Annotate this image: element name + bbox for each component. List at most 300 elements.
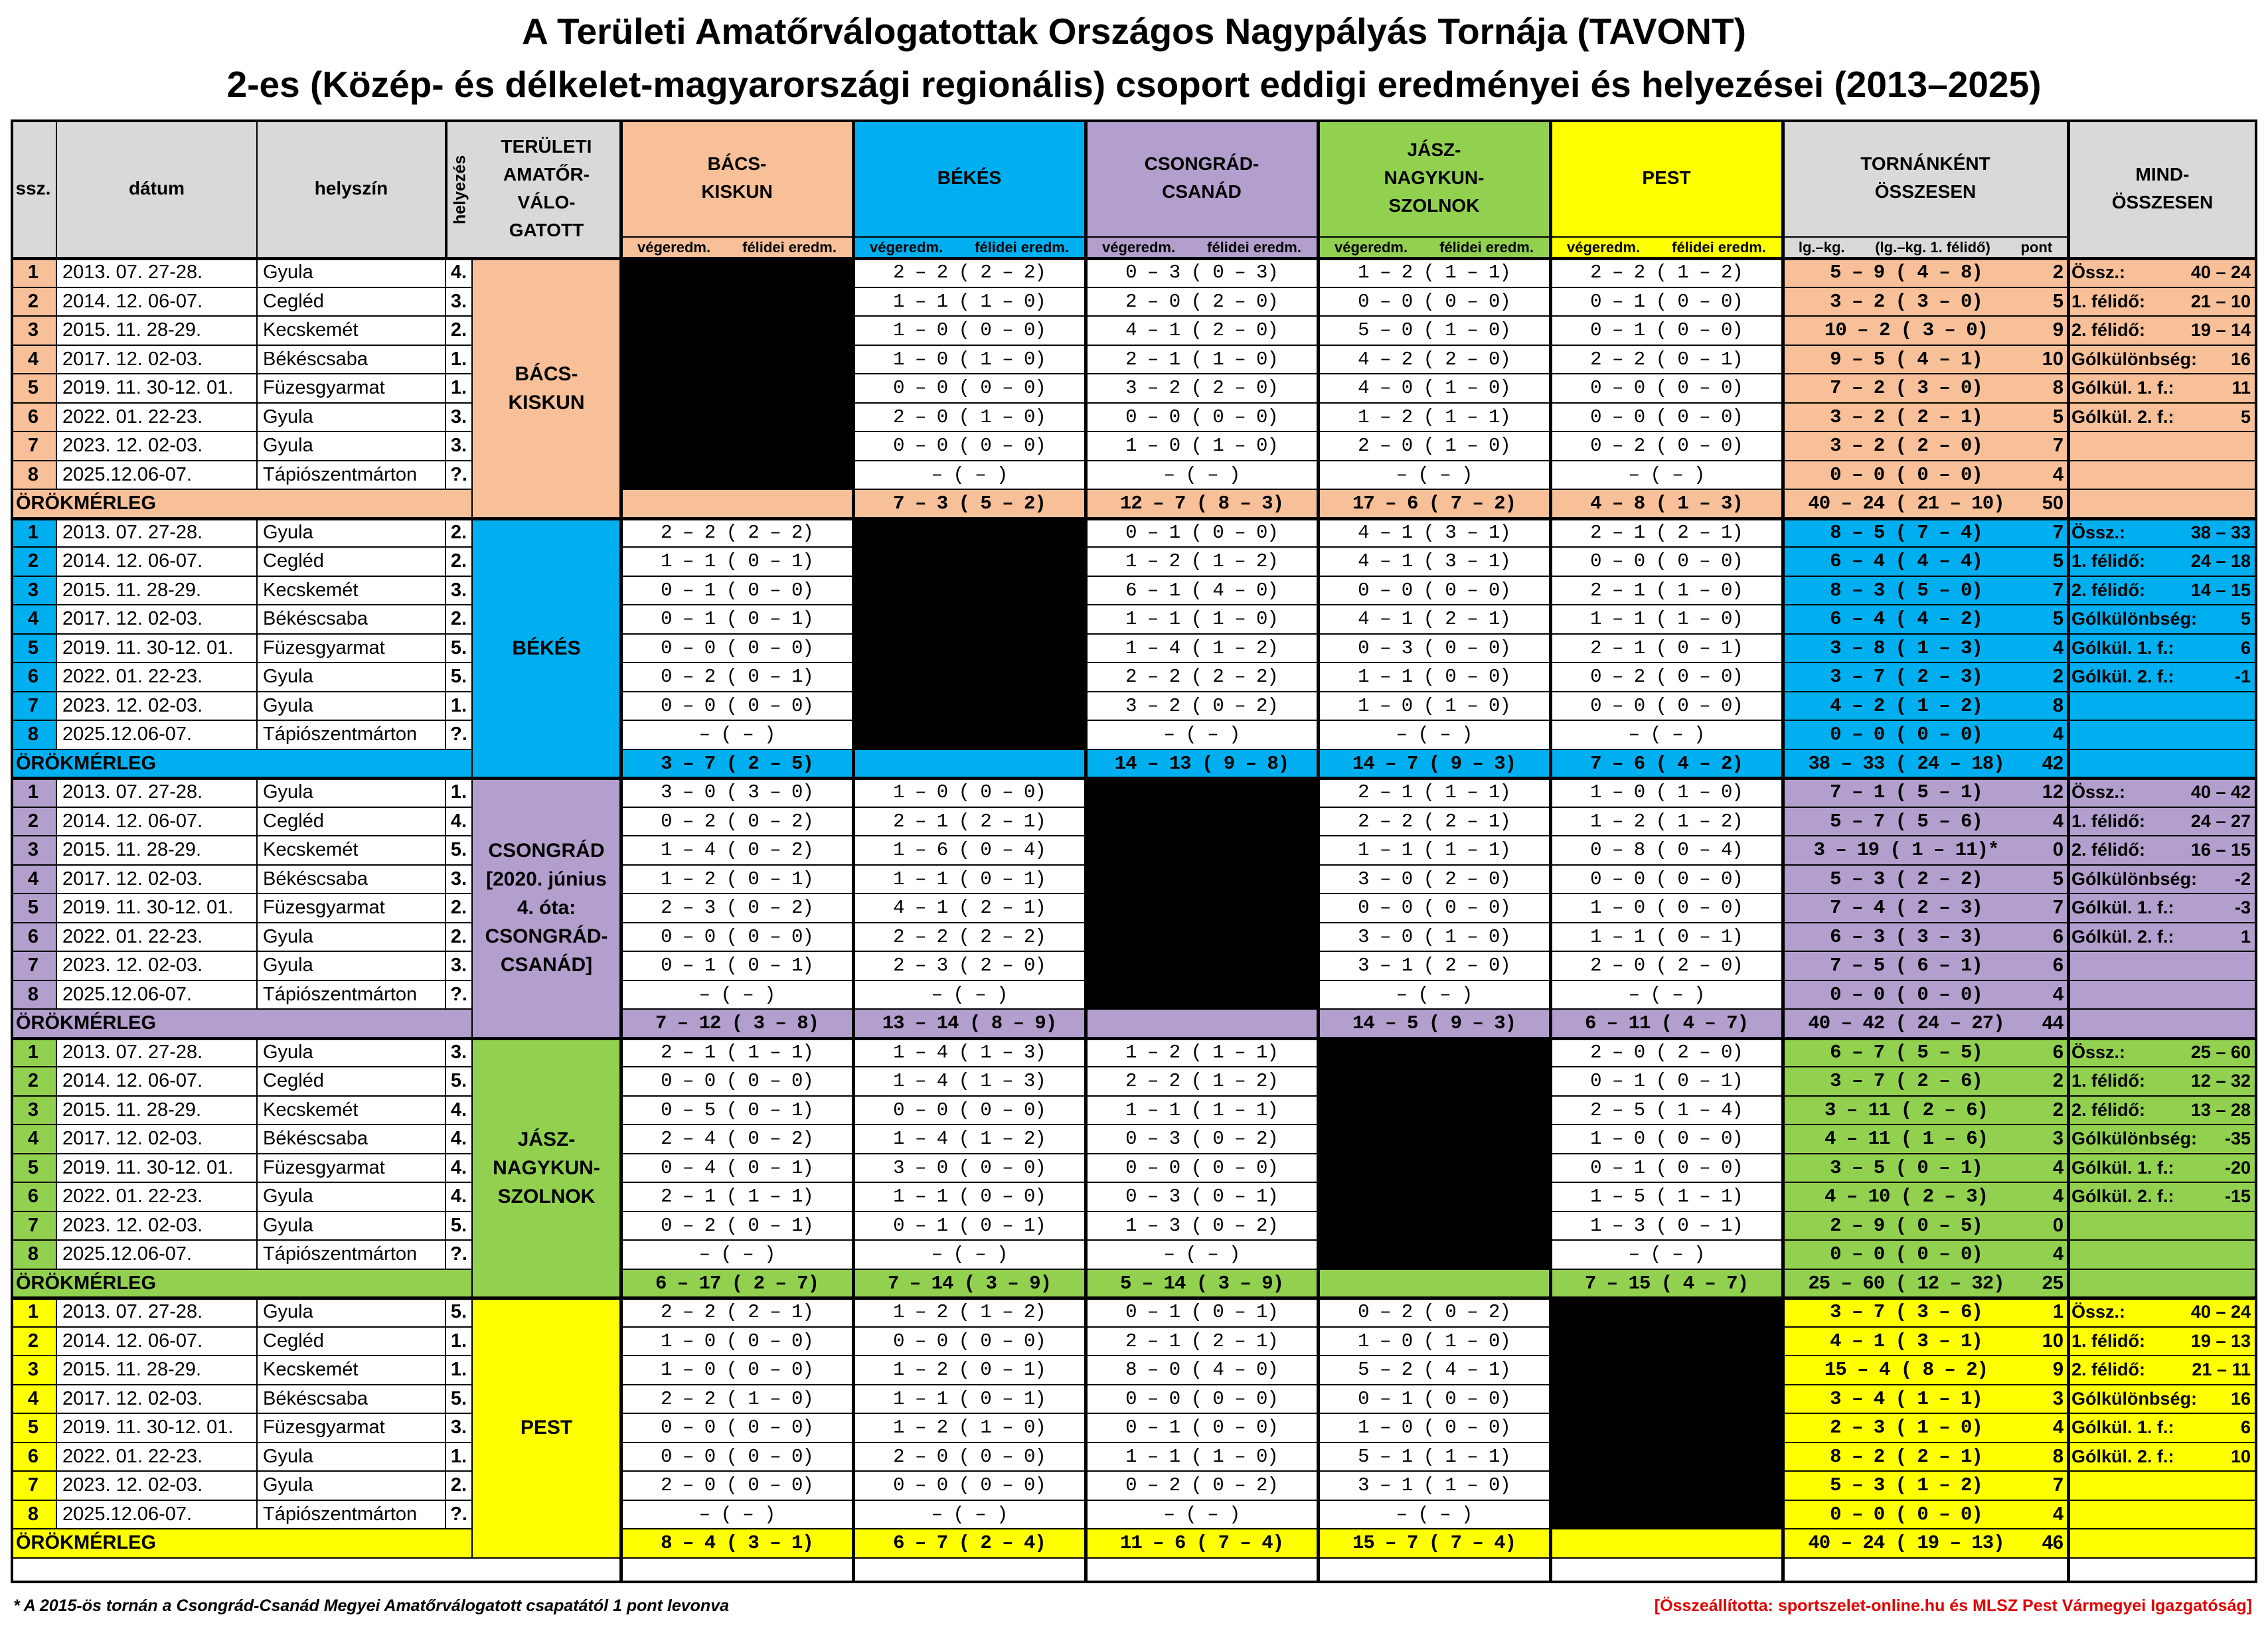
header-opponent-2: CSONGRÁD- CSANÁD — [1086, 119, 1319, 238]
match-score: 0 – 0 ( 0 – 0) — [1086, 1154, 1319, 1184]
header-subcols-0 — [621, 238, 854, 259]
row-date: 2022. 01. 22-23. — [57, 1183, 258, 1212]
row-venue: Tápiószentmárton — [258, 721, 446, 750]
match-score: 2 – 2 ( 0 – 1) — [1551, 346, 1783, 375]
row-date: 2022. 01. 22-23. — [57, 404, 258, 433]
self-match-blank — [621, 432, 854, 461]
match-score: 2 – 2 ( 1 – 2) — [1551, 259, 1783, 288]
match-score: 1 – 1 ( 1 – 0) — [1551, 605, 1783, 635]
match-score: 3 – 1 ( 2 – 0) — [1319, 952, 1551, 981]
row-venue: Gyula — [258, 259, 446, 288]
self-match-blank — [854, 721, 1086, 750]
tournament-total — [1783, 808, 2069, 837]
row-placing: 4. — [446, 1183, 473, 1212]
match-score: 1 – 2 ( 1 – 1) — [1086, 1039, 1319, 1068]
tournament-points: 7 — [2052, 579, 2064, 601]
tournament-total — [1783, 1097, 2069, 1126]
match-score: 2 – 1 ( 2 – 1) — [1086, 1328, 1319, 1357]
match-score: 1 – 4 ( 0 – 2) — [621, 836, 854, 866]
team-name: CSONGRÁD [2020. június 4. óta: CSONGRÁD- CSANÁD] — [473, 779, 621, 1039]
row-placing: 1. — [446, 779, 473, 808]
row-venue: Gyula — [258, 1443, 446, 1472]
overall-stat — [2069, 317, 2257, 346]
orokmerleg-score: 7 – 14 ( 3 – 9) — [854, 1270, 1086, 1299]
overall-stat-label: Gólkül. 2. f.: — [2071, 1186, 2174, 1207]
tournament-points: 9 — [2052, 1359, 2064, 1381]
tournament-points: 3 — [2052, 1387, 2064, 1409]
orokmerleg-total-score: 38 – 33 ( 24 – 18) — [1808, 752, 2004, 775]
match-score: 2 – 1 ( 1 – 0) — [1551, 577, 1783, 606]
tournament-total-score: 4 – 1 ( 3 – 1) — [1830, 1330, 1983, 1352]
row-number: 3 — [11, 836, 57, 866]
tournament-total-score: 4 – 2 ( 1 – 2) — [1830, 694, 1983, 717]
overall-stat-label: Gólkülönbség: — [2071, 609, 2197, 629]
row-venue: Gyula — [258, 923, 446, 953]
overall-stat-value: 19 – 13 — [2190, 1330, 2251, 1351]
match-score: 2 – 2 ( 2 – 2) — [854, 259, 1086, 288]
overall-empty — [2069, 461, 2257, 491]
match-score: 2 – 0 ( 2 – 0) — [1551, 1039, 1783, 1068]
match-score: 1 – 0 ( 1 – 0) — [1319, 692, 1551, 722]
overall-stat-label: Gólkül. 2. f.: — [2071, 926, 2174, 947]
self-match-blank — [1551, 1356, 1783, 1385]
match-score: 0 – 3 ( 0 – 0) — [1319, 635, 1551, 664]
overall-empty — [2069, 1212, 2257, 1241]
orokmerleg-total-points: 25 — [2042, 1272, 2064, 1294]
overall-stat-value: -1 — [2234, 666, 2251, 687]
match-score: 0 – 0 ( 0 – 0) — [854, 374, 1086, 404]
overall-stat-value: 11 — [2231, 378, 2251, 398]
tournament-points: 4 — [2052, 983, 2064, 1005]
row-placing: 1. — [446, 1443, 473, 1472]
row-venue: Cegléd — [258, 808, 446, 837]
match-score: 1 – 1 ( 1 – 0) — [1086, 1443, 1319, 1472]
orokmerleg-score: 4 – 8 ( 1 – 3) — [1551, 490, 1783, 519]
overall-empty — [2069, 432, 2257, 461]
overall-stat-value: 40 – 24 — [2190, 1302, 2251, 1322]
tournament-total — [1783, 605, 2069, 635]
orok-blank — [1086, 1010, 1319, 1039]
match-score: 1 – 4 ( 1 – 2) — [854, 1125, 1086, 1154]
sub-final-label: végeredm. — [870, 239, 943, 256]
row-venue: Füzesgyarmat — [258, 894, 446, 923]
match-score: 5 – 2 ( 4 – 1) — [1319, 1356, 1551, 1385]
overall-stat-value: -20 — [2224, 1157, 2251, 1178]
header-subcols-1 — [854, 238, 1086, 259]
overall-stat-value: -2 — [2234, 868, 2251, 889]
match-score: 2 – 0 ( 2 – 0) — [1551, 952, 1783, 981]
row-number: 2 — [11, 548, 57, 577]
match-score: 0 – 0 ( 0 – 0) — [854, 432, 1086, 461]
tournament-points: 4 — [2052, 724, 2064, 745]
row-date: 2025.12.06-07. — [57, 1501, 258, 1530]
match-score: 1 – 0 ( 1 – 0) — [854, 346, 1086, 375]
match-score: 2 – 0 ( 2 – 0) — [1086, 288, 1319, 317]
match-score: 0 – 3 ( 0 – 3) — [1086, 259, 1319, 288]
row-date: 2023. 12. 02-03. — [57, 692, 258, 722]
tournament-total-score: 7 – 4 ( 2 – 3) — [1830, 897, 1983, 919]
tournament-total — [1783, 923, 2069, 953]
tournament-points: 10 — [2042, 348, 2064, 370]
row-placing: 2. — [446, 519, 473, 548]
self-match-blank — [1319, 1039, 1551, 1068]
tournament-points: 3 — [2052, 1128, 2064, 1150]
match-score: 0 – 8 ( 0 – 4) — [1551, 836, 1783, 866]
match-score: 1 – 2 ( 1 – 0) — [854, 1414, 1086, 1443]
match-score: 0 – 2 ( 0 – 0) — [1551, 432, 1783, 461]
match-score: 0 – 0 ( 0 – 0) — [1319, 577, 1551, 606]
row-venue: Békéscsaba — [258, 1385, 446, 1415]
overall-empty — [2069, 721, 2257, 750]
row-placing: 3. — [446, 1414, 473, 1443]
row-date: 2015. 11. 28-29. — [57, 836, 258, 866]
tournament-total — [1783, 836, 2069, 866]
row-venue: Kecskemét — [258, 317, 446, 346]
tournament-points: 6 — [2052, 925, 2064, 947]
tournament-points: 12 — [2042, 781, 2064, 803]
row-date: 2015. 11. 28-29. — [57, 1356, 258, 1385]
row-date: 2015. 11. 28-29. — [57, 1097, 258, 1126]
overall-stat — [2069, 288, 2257, 317]
overall-stat — [2069, 577, 2257, 606]
match-score: 2 – 5 ( 1 – 4) — [1551, 1097, 1783, 1126]
row-number: 3 — [11, 1356, 57, 1385]
total-subcol-sub_lg1: (lg.–kg. 1. félidő) — [1875, 239, 1990, 256]
overall-stat-label: Gólkül. 1. f.: — [2071, 897, 2174, 918]
match-score: 1 – 0 ( 1 – 0) — [1086, 432, 1319, 461]
match-score: 0 – 0 ( 0 – 0) — [1551, 866, 1783, 895]
match-score: – ( – ) — [621, 981, 854, 1010]
row-venue: Békéscsaba — [258, 1125, 446, 1154]
match-score: 0 – 1 ( 0 – 0) — [621, 577, 854, 606]
match-score: 0 – 1 ( 0 – 1) — [854, 1212, 1086, 1241]
tournament-total-score: 8 – 2 ( 2 – 1) — [1830, 1445, 1983, 1468]
match-score: 6 – 1 ( 4 – 0) — [1086, 577, 1319, 606]
row-placing: 2. — [446, 317, 473, 346]
tournament-total-score: 7 – 5 ( 6 – 1) — [1830, 955, 1983, 977]
overall-stat — [2069, 894, 2257, 923]
tournament-total — [1783, 1298, 2069, 1328]
row-venue: Tápiószentmárton — [258, 1241, 446, 1270]
row-date: 2019. 11. 30-12. 01. — [57, 894, 258, 923]
tournament-points: 2 — [2052, 262, 2064, 283]
orok-blank — [1319, 1270, 1551, 1299]
row-placing: 5. — [446, 1385, 473, 1415]
match-score: 2 – 1 ( 1 – 0) — [1086, 346, 1319, 375]
self-match-blank — [1319, 1097, 1551, 1126]
row-venue: Kecskemét — [258, 1097, 446, 1126]
tournament-total-score: 3 – 5 ( 0 – 1) — [1830, 1156, 1983, 1179]
match-score: 1 – 2 ( 1 – 2) — [854, 1298, 1086, 1328]
tournament-total-score: 3 – 7 ( 3 – 6) — [1830, 1301, 1983, 1324]
row-date: 2013. 07. 27-28. — [57, 779, 258, 808]
overall-stat-label: 2. félidő: — [2071, 840, 2146, 860]
overall-stat-value: 21 – 11 — [2192, 1360, 2251, 1380]
tournament-total — [1783, 461, 2069, 491]
match-score: 0 – 0 ( 0 – 0) — [1551, 548, 1783, 577]
overall-stat-value: 24 – 27 — [2190, 811, 2251, 831]
row-venue: Gyula — [258, 952, 446, 981]
row-date: 2017. 12. 02-03. — [57, 1385, 258, 1415]
overall-stat-label: Gólkülönbség: — [2071, 1129, 2197, 1149]
tournament-total-score: 5 – 3 ( 1 – 2) — [1830, 1474, 1983, 1497]
row-venue: Kecskemét — [258, 1356, 446, 1385]
self-match-blank — [1551, 1328, 1783, 1357]
tournament-points: 4 — [2052, 1186, 2064, 1207]
tournament-total — [1783, 577, 2069, 606]
match-score: 0 – 1 ( 0 – 0) — [1551, 288, 1783, 317]
match-score: 1 – 4 ( 1 – 2) — [1086, 635, 1319, 664]
match-score: 3 – 0 ( 2 – 0) — [1319, 866, 1551, 895]
tournament-total — [1783, 259, 2069, 288]
column-separator — [619, 119, 623, 1583]
overall-stat — [2069, 548, 2257, 577]
row-venue: Gyula — [258, 404, 446, 433]
overall-stat-value: 1 — [2240, 926, 2251, 947]
row-venue: Füzesgyarmat — [258, 1154, 446, 1184]
row-placing: ?. — [446, 1241, 473, 1270]
row-venue: Gyula — [258, 663, 446, 692]
row-number: 1 — [11, 519, 57, 548]
row-date: 2019. 11. 30-12. 01. — [57, 635, 258, 664]
match-score: – ( – ) — [1319, 461, 1551, 491]
team-name: BÁCS- KISKUN — [473, 259, 621, 519]
row-number: 3 — [11, 577, 57, 606]
row-placing: ?. — [446, 981, 473, 1010]
overall-stat-label: Össz.: — [2071, 1302, 2126, 1322]
column-separator — [852, 119, 855, 1583]
overall-stat-label: Gólkülönbség: — [2071, 868, 2197, 889]
orokmerleg-total-points: 50 — [2042, 493, 2064, 514]
match-score: 0 – 5 ( 0 – 1) — [621, 1097, 854, 1126]
tournament-points: 0 — [2052, 1214, 2064, 1236]
row-venue: Gyula — [258, 1183, 446, 1212]
row-number: 8 — [11, 981, 57, 1010]
self-match-blank — [1551, 1501, 1783, 1530]
self-match-blank — [1086, 779, 1319, 808]
self-match-blank — [1551, 1298, 1783, 1328]
tournament-total — [1783, 1241, 2069, 1270]
tournament-points: 7 — [2052, 435, 2064, 457]
sub-final-label: végeredm. — [1567, 239, 1641, 256]
row-date: 2025.12.06-07. — [57, 461, 258, 491]
tournament-total-score: 0 – 0 ( 0 – 0) — [1830, 1503, 1983, 1525]
self-match-blank — [621, 288, 854, 317]
match-score: – ( – ) — [854, 1501, 1086, 1530]
match-score: 1 – 1 ( 1 – 1) — [1086, 1097, 1319, 1126]
row-number: 2 — [11, 1328, 57, 1357]
match-score: 1 – 4 ( 1 – 3) — [854, 1067, 1086, 1097]
match-score: 2 – 3 ( 0 – 2) — [621, 894, 854, 923]
row-venue: Füzesgyarmat — [258, 635, 446, 664]
header-total-per-tournament: TORNÁNKÉNT ÖSSZESEN — [1783, 119, 2069, 238]
orokmerleg-total-points: 44 — [2042, 1012, 2064, 1034]
row-venue: Békéscsaba — [258, 346, 446, 375]
orokmerleg-score: 7 – 3 ( 5 – 2) — [854, 490, 1086, 519]
overall-stat-label: 2. félidő: — [2071, 320, 2146, 341]
match-score: 1 – 1 ( 0 – 1) — [854, 866, 1086, 895]
orokmerleg-score: 14 – 5 ( 9 – 3) — [1319, 1010, 1551, 1039]
row-venue: Tápiószentmárton — [258, 981, 446, 1010]
header-subcols-2 — [1086, 238, 1319, 259]
tournament-total — [1783, 548, 2069, 577]
sub-halftime-label: félidei eredm. — [1439, 239, 1534, 256]
match-score: 2 – 0 ( 1 – 0) — [854, 404, 1086, 433]
row-number: 1 — [11, 1298, 57, 1328]
tournament-total-score: 8 – 5 ( 7 – 4) — [1830, 521, 1983, 544]
tournament-total — [1783, 1501, 2069, 1530]
row-number: 3 — [11, 317, 57, 346]
self-match-blank — [621, 404, 854, 433]
match-score: 3 – 0 ( 0 – 0) — [854, 1154, 1086, 1184]
header-opponent-4: PEST — [1551, 119, 1783, 238]
tournament-total — [1783, 288, 2069, 317]
column-separator — [1781, 119, 1785, 1583]
tournament-points: 9 — [2052, 319, 2064, 341]
team-name: PEST — [473, 1298, 621, 1559]
tournament-points: 4 — [2052, 463, 2064, 485]
overall-stat-label: 1. félidő: — [2071, 1071, 2146, 1091]
match-score: 1 – 0 ( 0 – 0) — [854, 779, 1086, 808]
match-score: 1 – 2 ( 1 – 1) — [1319, 259, 1551, 288]
match-score: 2 – 2 ( 2 – 1) — [1319, 808, 1551, 837]
overall-empty — [2069, 981, 2257, 1010]
tournament-total-score: 6 – 4 ( 4 – 2) — [1830, 608, 1983, 631]
row-placing: 3. — [446, 866, 473, 895]
orok-blank — [1551, 1529, 1783, 1559]
match-score: 1 – 0 ( 0 – 0) — [621, 1328, 854, 1357]
match-score: 1 – 2 ( 1 – 2) — [1086, 548, 1319, 577]
match-score: 0 – 0 ( 0 – 0) — [621, 923, 854, 953]
orokmerleg-score: 15 – 7 ( 7 – 4) — [1319, 1529, 1551, 1559]
row-placing: ?. — [446, 461, 473, 491]
match-score: 1 – 2 ( 1 – 1) — [1319, 404, 1551, 433]
row-number: 7 — [11, 1212, 57, 1241]
row-placing: 5. — [446, 1298, 473, 1328]
match-score: 5 – 1 ( 1 – 1) — [1319, 1443, 1551, 1472]
match-score: 1 – 4 ( 1 – 3) — [854, 1039, 1086, 1068]
overall-stat-label: 1. félidő: — [2071, 551, 2146, 572]
match-score: 0 – 0 ( 0 – 0) — [854, 1328, 1086, 1357]
orokmerleg-score: 14 – 7 ( 9 – 3) — [1319, 750, 1551, 779]
match-score: 1 – 2 ( 0 – 1) — [621, 866, 854, 895]
row-number: 3 — [11, 1097, 57, 1126]
orokmerleg-total — [1783, 1270, 2069, 1299]
tournament-points: 4 — [2052, 1503, 2064, 1525]
overall-stat-label: 1. félidő: — [2071, 291, 2146, 311]
overall-empty — [2069, 692, 2257, 722]
title-area — [0, 0, 2268, 118]
tournament-total-score: 10 – 2 ( 3 – 0) — [1824, 319, 1988, 342]
match-score: – ( – ) — [1086, 1241, 1319, 1270]
overall-stat — [2069, 1443, 2257, 1472]
tournament-total-score: 3 – 2 ( 2 – 0) — [1830, 435, 1983, 457]
orokmerleg-score: 6 – 7 ( 2 – 4) — [854, 1529, 1086, 1559]
tournament-total — [1783, 894, 2069, 923]
row-number: 1 — [11, 779, 57, 808]
tournament-total-score: 3 – 8 ( 1 – 3) — [1830, 637, 1983, 659]
overall-stat — [2069, 259, 2257, 288]
overall-stat-value: -3 — [2234, 897, 2251, 918]
orokmerleg-total-points: 46 — [2042, 1532, 2064, 1554]
match-score: 8 – 0 ( 4 – 0) — [1086, 1356, 1319, 1385]
overall-stat — [2069, 605, 2257, 635]
match-score: 0 – 0 ( 0 – 0) — [621, 1443, 854, 1472]
tournament-total — [1783, 663, 2069, 692]
match-score: 0 – 0 ( 0 – 0) — [1086, 404, 1319, 433]
tournament-total-score: 6 – 3 ( 3 – 3) — [1830, 925, 1983, 948]
tournament-total-score: 0 – 0 ( 0 – 0) — [1830, 463, 1983, 486]
match-score: 2 – 2 ( 2 – 2) — [854, 923, 1086, 953]
overall-empty — [2069, 1010, 2257, 1039]
self-match-blank — [1319, 1212, 1551, 1241]
tournament-points: 2 — [2052, 1099, 2064, 1121]
overall-stat — [2069, 1183, 2257, 1212]
overall-stat-value: 16 — [2230, 349, 2251, 369]
self-match-blank — [621, 346, 854, 375]
match-score: 2 – 2 ( 1 – 2) — [1086, 1067, 1319, 1097]
sub-halftime-label: félidei eredm. — [975, 239, 1069, 256]
match-score: 0 – 0 ( 0 – 0) — [854, 1097, 1086, 1126]
tournament-points: 7 — [2052, 521, 2064, 543]
match-score: 0 – 1 ( 0 – 0) — [1551, 1154, 1783, 1184]
match-score: 2 – 1 ( 0 – 1) — [1551, 635, 1783, 664]
match-score: – ( – ) — [854, 981, 1086, 1010]
row-number: 8 — [11, 1501, 57, 1530]
orokmerleg-score: 17 – 6 ( 7 – 2) — [1319, 490, 1551, 519]
footnote: * A 2015-ös tornán a Csongrád-Csanád Megyei Amatőrválogatott csapatától 1 pont levonva — [13, 1596, 730, 1615]
orokmerleg-label: ÖRÖKMÉRLEG — [11, 750, 473, 779]
match-score: 0 – 1 ( 0 – 1) — [1086, 1298, 1319, 1328]
self-match-blank — [1319, 1125, 1551, 1154]
row-venue: Gyula — [258, 692, 446, 722]
row-date: 2017. 12. 02-03. — [57, 866, 258, 895]
self-match-blank — [1551, 1414, 1783, 1443]
row-placing: 1. — [446, 692, 473, 722]
row-number: 4 — [11, 1385, 57, 1415]
row-number: 4 — [11, 346, 57, 375]
credit-line: [Összeállította: sportszelet-online.hu és MLSZ Pest Vármegyei Igazgatóság] — [1654, 1596, 2252, 1615]
tournament-points: 7 — [2052, 1474, 2064, 1496]
row-venue: Tápiószentmárton — [258, 1501, 446, 1530]
match-score: 0 – 1 ( 0 – 0) — [1319, 1385, 1551, 1415]
tournament-total — [1783, 1154, 2069, 1184]
row-placing: 3. — [446, 952, 473, 981]
header-ssz: ssz. — [11, 119, 57, 259]
row-number: 5 — [11, 894, 57, 923]
match-score: 4 – 1 ( 2 – 1) — [1319, 605, 1551, 635]
overall-stat-label: Gólkül. 1. f.: — [2071, 378, 2174, 398]
row-date: 2017. 12. 02-03. — [57, 605, 258, 635]
row-placing: 2. — [446, 923, 473, 953]
overall-empty — [2069, 1241, 2257, 1270]
row-placing: 5. — [446, 1067, 473, 1097]
row-number: 7 — [11, 692, 57, 722]
row-placing: 2. — [446, 1472, 473, 1501]
header-team: TERÜLETI AMATŐR- VÁLO- GATOTT — [473, 119, 621, 259]
match-score: 0 – 0 ( 0 – 0) — [1086, 1385, 1319, 1415]
overall-stat-label: 2. félidő: — [2071, 1360, 2146, 1380]
tournament-total-score: 4 – 10 ( 2 – 3) — [1824, 1186, 1988, 1208]
row-placing: 1. — [446, 374, 473, 404]
overall-stat — [2069, 779, 2257, 808]
row-venue: Gyula — [258, 1298, 446, 1328]
tournament-total — [1783, 1472, 2069, 1501]
tournament-total-score: 9 – 5 ( 4 – 1) — [1830, 348, 1983, 370]
match-score: – ( – ) — [1086, 461, 1319, 491]
tournament-total-score: 5 – 9 ( 4 – 8) — [1830, 262, 1983, 284]
tournament-total — [1783, 374, 2069, 404]
